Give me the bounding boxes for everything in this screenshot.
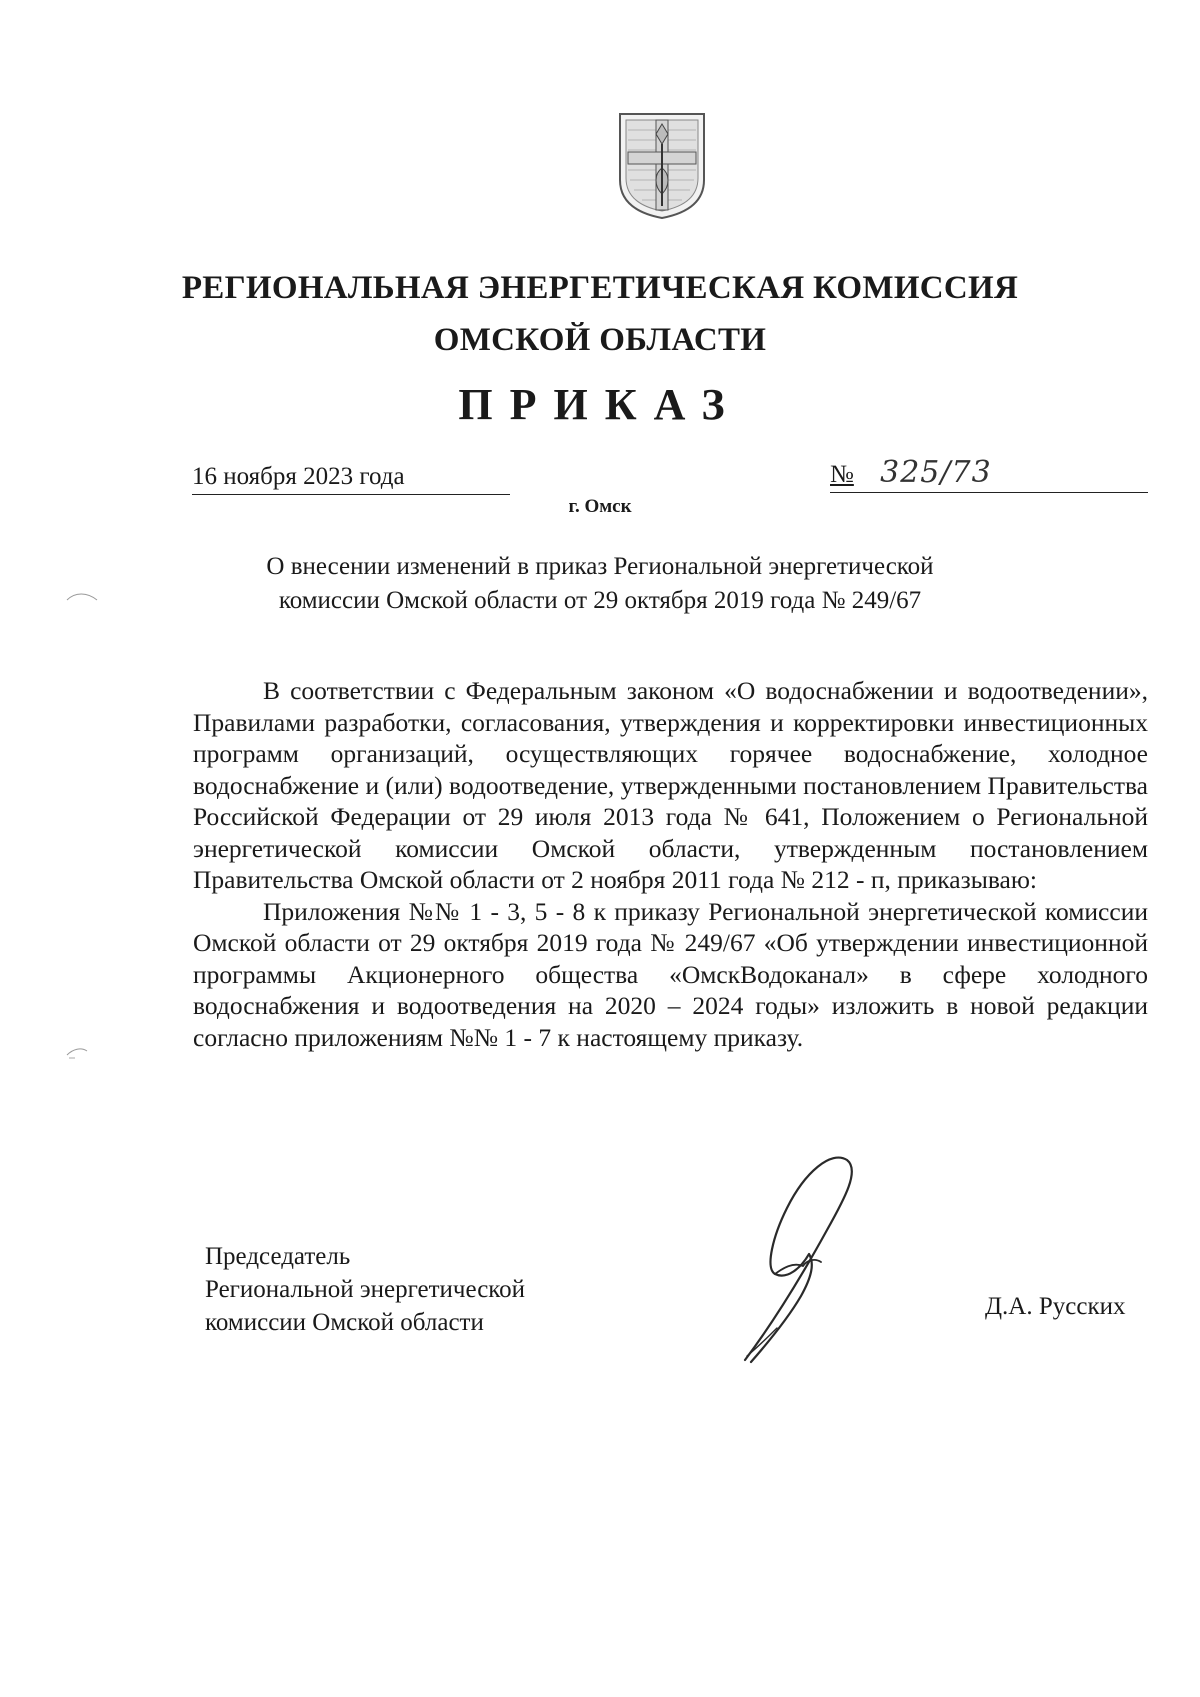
document-number [830, 456, 1148, 493]
subject-line2: комиссии Омской области от 29 октября 2019 года № 249/67 [278, 587, 922, 614]
signatory-title-line3: комиссии Омской области [205, 1309, 484, 1336]
organization-name-line2: ОМСКОЙ ОБЛАСТИ [433, 322, 767, 358]
scan-margin-mark [65, 590, 99, 604]
document-body [193, 675, 1148, 1053]
signatory-title-line2: Региональной энергетической [205, 1276, 526, 1303]
document-place: г. Омск [568, 496, 632, 517]
coat-of-arms-icon [616, 110, 708, 220]
signatory-name: Д.А. Русских [985, 1293, 1126, 1320]
document-subject [180, 550, 1020, 618]
number-sign: № [830, 461, 854, 488]
body-paragraph-preamble: В соответствии с Федеральным законом «О водоснабжении и водоотведении», Правилами разработки, согласования, утверждения и корректировки инвестиционных программ организаций, осуществляющих горячее водоснабжение, холодное водоснабжение и (или) водоотведение, утвержденными постановлением Правительства Российской Федерации от 29 июля 2013 года № 641, Положением о Региональной энергетической комиссии Омской области, утвержденным постановлением Правительства Омской области от 2 ноября 2011 года № 212 - п, приказываю: [193, 676, 1148, 894]
organization-name-line1: РЕГИОНАЛЬНАЯ ЭНЕРГЕТИЧЕСКАЯ КОМИССИЯ [181, 270, 1019, 306]
scan-margin-mark [65, 1045, 99, 1059]
handwritten-number: 325/73 [880, 455, 992, 490]
handwritten-signature-icon [735, 1150, 915, 1365]
document-date: 16 ноября 2023 года [192, 462, 510, 495]
signatory-title [205, 1240, 625, 1339]
signatory-title-line1: Председатель [205, 1243, 351, 1270]
body-paragraph-order: Приложения №№ 1 - 3, 5 - 8 к приказу Региональной энергетической комиссии Омской области от 29 октября 2019 года № 249/67 «Об утверждении инвестиционной программы Акционерного общества «ОмскВодоканал» в сфере холодного водоснабжения и водоотведения на 2020 – 2024 годы» изложить в новой редакции согласно приложениям №№ 1 - 7 к настоящему приказу. [193, 896, 1148, 1052]
document-type-title: ПРИКАЗ [458, 380, 742, 429]
subject-line1: О внесении изменений в приказ Региональной энергетической [266, 553, 934, 580]
